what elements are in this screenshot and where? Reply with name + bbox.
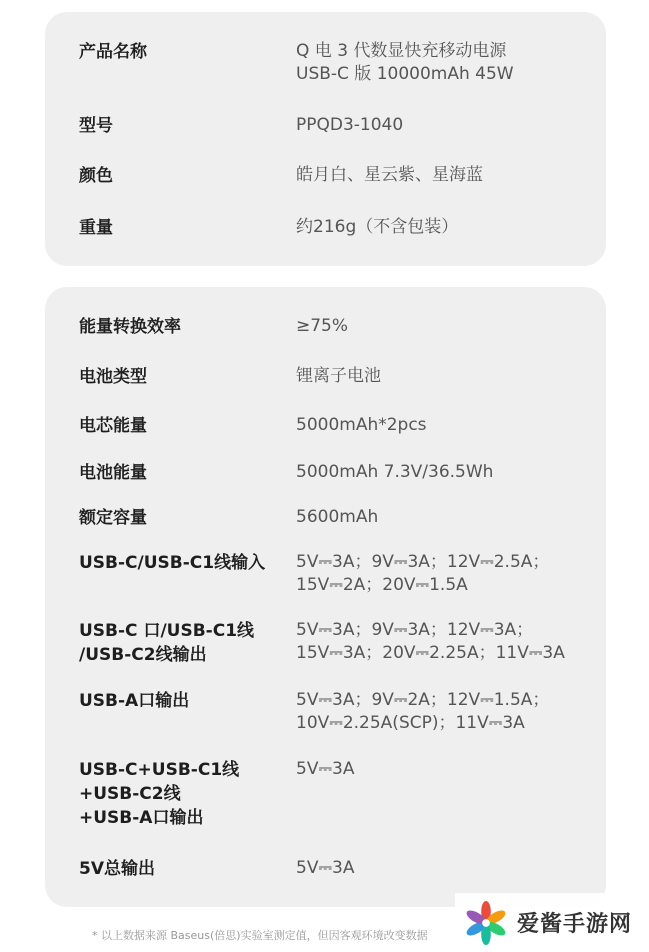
spec-label: 电池类型 (79, 367, 147, 387)
watermark (455, 893, 649, 952)
spec-value: 5V⎓3A；9V⎓2A；12V⎓1.5A； 10V⎓2.25A(SCP)；11V⎓3A (296, 690, 550, 733)
spec-value: Q 电 3 代数显快充移动电源 USB-C 版 10000mAh 45W (296, 41, 514, 84)
spec-label: 额定容量 (79, 508, 147, 528)
product-info-card (45, 12, 606, 266)
watermark-text: 爱酱手游网 (517, 912, 633, 937)
spec-label: 颜色 (79, 166, 113, 186)
spec-value: 约216g（不含包装） (296, 217, 459, 237)
spec-value: 5000mAh 7.3V/36.5Wh (296, 462, 494, 482)
spec-label: 重量 (79, 218, 113, 238)
spec-label: USB-C+USB-C1线 +USB-C2线 +USB-A口输出 (79, 760, 240, 828)
spec-value: 5V⎓3A (296, 858, 355, 878)
spec-value: ≥75% (296, 316, 349, 336)
spec-value: 皓月白、星云紫、星海蓝 (296, 165, 483, 185)
spec-label: USB-C/USB-C1线输入 (79, 553, 266, 573)
spec-label: 型号 (79, 116, 113, 136)
electrical-specs-card (45, 287, 606, 907)
flower-logo-icon (463, 900, 509, 946)
spec-value: 锂离子电池 (296, 366, 381, 386)
spec-value: 5V⎓3A；9V⎓3A；12V⎓3A； 15V⎓3A；20V⎓2.25A；11V⎓3A (296, 620, 565, 663)
spec-label: USB-C 口/USB-C1线 /USB-C2线输出 (79, 621, 255, 665)
spec-label: 5V总输出 (79, 859, 155, 879)
spec-label: USB-A口输出 (79, 691, 190, 711)
spec-value: PPQD3-1040 (296, 115, 404, 135)
spec-label: 电芯能量 (79, 416, 147, 436)
spec-value: 5000mAh*2pcs (296, 415, 427, 435)
footnote: * 以上数据来源 Baseus(倍思)实验室测定值，但因客观环境改变数据 (92, 929, 428, 942)
spec-value: 5V⎓3A；9V⎓3A；12V⎓2.5A； 15V⎓2A；20V⎓1.5A (296, 552, 550, 595)
spec-label: 电池能量 (79, 463, 147, 483)
spec-value: 5600mAh (296, 507, 379, 527)
spec-label: 产品名称 (79, 42, 147, 62)
spec-value: 5V⎓3A (296, 759, 355, 779)
spec-label: 能量转换效率 (79, 317, 181, 337)
